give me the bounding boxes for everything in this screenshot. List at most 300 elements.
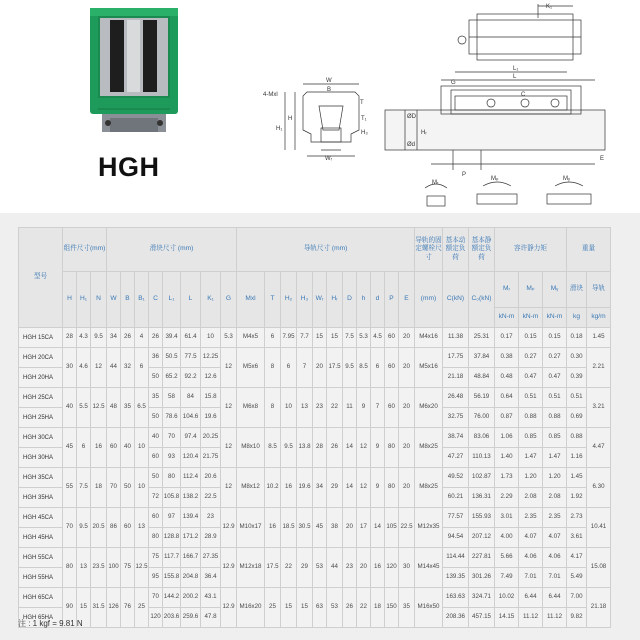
value-cell: 13.8 [297, 428, 313, 468]
value-cell: 1.16 [567, 448, 587, 468]
value-cell: 12 [91, 348, 107, 388]
value-cell: 15.08 [587, 548, 611, 588]
value-cell: 12.5 [135, 548, 149, 588]
value-cell: M14x45 [415, 548, 443, 588]
value-cell: 18 [371, 588, 385, 628]
header-col: Wᵣ [313, 272, 327, 328]
value-cell: 28.9 [201, 528, 221, 548]
value-cell: 12.9 [221, 588, 237, 628]
value-cell: 0.69 [567, 408, 587, 428]
header-col: N [91, 272, 107, 328]
value-cell: 12 [221, 388, 237, 428]
label-w: W [326, 78, 332, 84]
model-cell: HGH 65CA [19, 588, 63, 608]
value-cell: 80 [63, 548, 77, 588]
value-cell: 10.2 [265, 468, 281, 508]
value-cell: 22.5 [201, 488, 221, 508]
value-cell: 20 [399, 468, 415, 508]
value-cell: 10 [135, 428, 149, 468]
value-cell: 35 [121, 388, 135, 428]
value-cell: 31.5 [91, 588, 107, 628]
value-cell: 9 [371, 468, 385, 508]
value-cell: 20 [399, 388, 415, 428]
value-cell: 22 [327, 388, 343, 428]
value-cell: 0.47 [543, 368, 567, 388]
value-cell: 8 [265, 348, 281, 388]
value-cell: 13 [77, 548, 91, 588]
value-cell: 14.15 [495, 608, 519, 628]
value-cell: 90 [63, 588, 77, 628]
spec-table-panel [0, 213, 640, 640]
value-cell: 20.25 [201, 428, 221, 448]
value-cell: 200.2 [181, 588, 201, 608]
value-cell: 9 [357, 388, 371, 428]
value-cell: 14 [343, 468, 357, 508]
header-col: K₁ [201, 272, 221, 328]
value-cell: 0.51 [543, 388, 567, 408]
value-cell: 36 [149, 348, 163, 368]
label-g: G [451, 80, 456, 86]
value-cell: 56.19 [469, 388, 495, 408]
value-cell: 0.27 [543, 348, 567, 368]
value-cell: 23 [343, 548, 357, 588]
value-cell: 1.47 [543, 448, 567, 468]
value-cell: 23 [313, 388, 327, 428]
value-cell: 0.30 [567, 348, 587, 368]
value-cell: 20 [313, 348, 327, 388]
value-cell: 0.15 [543, 328, 567, 348]
value-cell: 83.06 [469, 428, 495, 448]
value-cell: 10 [201, 328, 221, 348]
header-col: L₁ [163, 272, 181, 328]
label-l: L [513, 74, 517, 80]
model-cell: HGH 55HA [19, 568, 63, 588]
value-cell: 17.5 [265, 548, 281, 588]
value-cell: 8 [265, 388, 281, 428]
header-col: d [371, 272, 385, 328]
value-cell: 14 [371, 508, 385, 548]
value-cell: 117.7 [163, 548, 181, 568]
value-cell: 203.6 [163, 608, 181, 628]
value-cell: 12.5 [91, 388, 107, 428]
value-cell: 136.31 [469, 488, 495, 508]
value-cell: 1.20 [519, 468, 543, 488]
value-cell: 1.40 [495, 448, 519, 468]
value-cell: 208.36 [443, 608, 469, 628]
value-cell: 11 [343, 388, 357, 428]
value-cell: 26 [149, 328, 163, 348]
header-rail: 导轨尺寸 (mm) [237, 228, 415, 272]
value-cell: 1.45 [567, 468, 587, 488]
header-moment: 容许静力矩 [495, 228, 567, 272]
value-cell: 53 [313, 548, 327, 588]
top-illustration-area [0, 0, 640, 212]
value-cell: 6 [371, 348, 385, 388]
value-cell: 30.5 [297, 508, 313, 548]
value-cell: 60.21 [443, 488, 469, 508]
header-col: Mxl [237, 272, 265, 328]
value-cell: 0.48 [495, 368, 519, 388]
label-mxl: 4-Mxl [263, 92, 278, 98]
value-cell: M16x50 [415, 588, 443, 628]
value-cell: 80 [163, 468, 181, 488]
value-cell: 47.27 [443, 448, 469, 468]
value-cell: 105.8 [163, 488, 181, 508]
value-cell: 48 [107, 388, 121, 428]
value-cell: 155.93 [469, 508, 495, 528]
header-unit: kN-m [519, 308, 543, 328]
model-cell: HGH 30CA [19, 428, 63, 448]
value-cell: 1.92 [567, 488, 587, 508]
header-col: Mᵣ [495, 272, 519, 308]
value-cell: 15 [327, 328, 343, 348]
value-cell: M10x17 [237, 508, 265, 548]
value-cell: 3.01 [495, 508, 519, 528]
value-cell: 0.85 [543, 428, 567, 448]
value-cell: 58 [163, 388, 181, 408]
value-cell: 61.4 [181, 328, 201, 348]
header-row-symbols [19, 272, 611, 308]
header-col: L [181, 272, 201, 328]
value-cell: 1.45 [587, 328, 611, 348]
label-h1: H₁ [276, 126, 283, 132]
header-col: E [399, 272, 415, 328]
value-cell: 78.6 [163, 408, 181, 428]
model-cell: HGH 20CA [19, 348, 63, 368]
value-cell: 5.5 [77, 388, 91, 428]
header-col: C₀(kN) [469, 272, 495, 328]
value-cell: 72 [149, 488, 163, 508]
model-cell: HGH 35CA [19, 468, 63, 488]
value-cell: 50 [149, 408, 163, 428]
value-cell: 12.6 [201, 368, 221, 388]
value-cell: 75 [121, 548, 135, 588]
value-cell: 227.81 [469, 548, 495, 568]
value-cell: 97.4 [181, 428, 201, 448]
value-cell: 12.9 [221, 548, 237, 588]
label-dd: Ød [407, 142, 416, 148]
header-col: 滑块 [567, 272, 587, 308]
value-cell: 0.38 [495, 348, 519, 368]
value-cell: 163.63 [443, 588, 469, 608]
header-col: C(kN) [443, 272, 469, 328]
value-cell: 26.48 [443, 388, 469, 408]
value-cell: 6 [265, 328, 281, 348]
value-cell: 2.29 [495, 488, 519, 508]
header-unit: kg [567, 308, 587, 328]
value-cell: 17.75 [443, 348, 469, 368]
linear-guide-block-photo [88, 6, 180, 134]
value-cell: 0.15 [519, 328, 543, 348]
value-cell: 12 [221, 348, 237, 388]
value-cell: 0.17 [495, 328, 519, 348]
value-cell: 0.88 [567, 428, 587, 448]
value-cell: 4.00 [495, 528, 519, 548]
value-cell: M6x20 [415, 388, 443, 428]
value-cell: 4.5 [371, 328, 385, 348]
value-cell: 4.6 [77, 348, 91, 388]
label-d: ØD [407, 114, 416, 120]
label-p: P [462, 172, 467, 178]
value-cell: 7.00 [567, 588, 587, 608]
label-b: B [327, 87, 332, 93]
value-cell: 171.2 [181, 528, 201, 548]
value-cell: 1.06 [495, 428, 519, 448]
value-cell: 4.3 [77, 328, 91, 348]
value-cell: 29 [297, 548, 313, 588]
value-cell: 1.20 [543, 468, 567, 488]
value-cell: 22 [357, 588, 371, 628]
value-cell: 7.7 [297, 328, 313, 348]
header-row-groups [19, 228, 611, 272]
value-cell: 35 [399, 588, 415, 628]
value-cell: 84 [181, 388, 201, 408]
value-cell: 49.52 [443, 468, 469, 488]
value-cell: 15 [297, 588, 313, 628]
value-cell: 95 [149, 568, 163, 588]
value-cell: 11.38 [443, 328, 469, 348]
header-col: H₂ [281, 272, 297, 328]
header-unit: kN-m [543, 308, 567, 328]
value-cell: 17 [357, 508, 371, 548]
value-cell: 34 [107, 328, 121, 348]
table-row [19, 388, 611, 408]
value-cell: 2.21 [587, 348, 611, 388]
value-cell: 36.4 [201, 568, 221, 588]
unit-note: 注 : 1 kgf = 9.81 N [18, 619, 83, 628]
value-cell: 7.5 [77, 468, 91, 508]
value-cell: 2.08 [543, 488, 567, 508]
value-cell: M4x5 [237, 328, 265, 348]
value-cell: 0.27 [519, 348, 543, 368]
spec-table [18, 227, 611, 628]
model-cell: HGH 30HA [19, 448, 63, 468]
value-cell: 97 [163, 508, 181, 528]
label-h3: H₃ [361, 130, 368, 136]
value-cell: 55 [63, 468, 77, 508]
table-row [19, 348, 611, 368]
value-cell: 11.12 [543, 608, 567, 628]
value-cell: 0.87 [495, 408, 519, 428]
value-cell: 21.18 [587, 588, 611, 628]
value-cell: 23.5 [91, 548, 107, 588]
header-col: T [265, 272, 281, 328]
value-cell: 16 [281, 468, 297, 508]
value-cell: M8x10 [237, 428, 265, 468]
value-cell: 4.06 [543, 548, 567, 568]
header-col: W [107, 272, 121, 328]
label-mr: Mᵣ [432, 180, 439, 186]
value-cell: 7.01 [519, 568, 543, 588]
model-cell: HGH 35HA [19, 488, 63, 508]
value-cell: 126 [107, 588, 121, 628]
label-my: Mᵧ [563, 176, 570, 182]
value-cell: 38 [327, 508, 343, 548]
value-cell: 60 [385, 328, 399, 348]
value-cell: 22 [281, 548, 297, 588]
value-cell: 19.6 [297, 468, 313, 508]
value-cell: 20 [343, 508, 357, 548]
model-cell: HGH 15CA [19, 328, 63, 348]
value-cell: 259.6 [181, 608, 201, 628]
value-cell: 20 [399, 348, 415, 388]
value-cell: 32 [121, 348, 135, 388]
value-cell: 15.8 [201, 388, 221, 408]
value-cell: 50 [149, 468, 163, 488]
header-block: 滑块尺寸 (mm) [107, 228, 237, 272]
label-hr: Hᵣ [421, 130, 427, 136]
value-cell: 6 [135, 348, 149, 388]
value-cell: 23 [201, 508, 221, 528]
value-cell: 20 [399, 328, 415, 348]
value-cell: 139.4 [181, 508, 201, 528]
value-cell: 26 [121, 328, 135, 348]
header-col: 导轨 [587, 272, 611, 308]
value-cell: 60 [121, 508, 135, 548]
value-cell: 20 [357, 548, 371, 588]
value-cell: 10 [135, 468, 149, 508]
value-cell: 104.6 [181, 408, 201, 428]
value-cell: 11.12 [519, 608, 543, 628]
header-dynamic-load: 基本动额定负荷 [443, 228, 469, 272]
label-k1: K₁ [546, 4, 553, 10]
header-col: D [343, 272, 357, 328]
value-cell: 3.21 [587, 388, 611, 428]
value-cell: 32.75 [443, 408, 469, 428]
value-cell: 13 [135, 508, 149, 548]
value-cell: 86 [107, 508, 121, 548]
value-cell: 144.2 [163, 588, 181, 608]
technical-drawing [255, 0, 640, 212]
header-col: Mᵧ [543, 272, 567, 308]
value-cell: 60 [149, 448, 163, 468]
value-cell: 50 [121, 468, 135, 508]
value-cell: 40 [149, 428, 163, 448]
value-cell: 28 [313, 428, 327, 468]
header-unit: kN-m [495, 308, 519, 328]
value-cell: 37.84 [469, 348, 495, 368]
value-cell: 457.15 [469, 608, 495, 628]
value-cell: M12x35 [415, 508, 443, 548]
label-l1: L₁ [513, 66, 519, 72]
header-assembly: 组件尺寸(mm) [63, 228, 107, 272]
value-cell: 16 [91, 428, 107, 468]
value-cell: 60 [385, 348, 399, 388]
value-cell: 2.35 [543, 508, 567, 528]
product-title: HGH [98, 152, 160, 182]
value-cell: 6.30 [587, 468, 611, 508]
value-cell: 110.13 [469, 448, 495, 468]
value-cell: 70 [63, 508, 77, 548]
value-cell: 0.64 [495, 388, 519, 408]
label-c: C [521, 92, 526, 98]
value-cell: 15 [77, 588, 91, 628]
header-col: Mₚ [519, 272, 543, 308]
value-cell: 12 [221, 428, 237, 468]
value-cell: 0.51 [567, 388, 587, 408]
value-cell: 12 [221, 468, 237, 508]
value-cell: 25 [135, 588, 149, 628]
value-cell: 44 [327, 548, 343, 588]
value-cell: 13 [297, 388, 313, 428]
value-cell: 6 [281, 348, 297, 388]
value-cell: 19.6 [201, 408, 221, 428]
value-cell: 20.6 [201, 468, 221, 488]
value-cell: 76.00 [469, 408, 495, 428]
value-cell: 50 [149, 368, 163, 388]
value-cell: 0.51 [519, 388, 543, 408]
value-cell: 25.31 [469, 328, 495, 348]
value-cell: 1.47 [519, 448, 543, 468]
value-cell: 93 [163, 448, 181, 468]
model-cell: HGH 55CA [19, 548, 63, 568]
table-row [19, 428, 611, 448]
header-col: G [221, 272, 237, 328]
value-cell: 324.71 [469, 588, 495, 608]
value-cell: 7.5 [343, 328, 357, 348]
spec-table-body [19, 328, 611, 628]
value-cell: 2.08 [519, 488, 543, 508]
value-cell: 7.49 [495, 568, 519, 588]
header-col: C [149, 272, 163, 328]
value-cell: 50.5 [163, 348, 181, 368]
value-cell: 120 [149, 608, 163, 628]
value-cell: 44 [107, 348, 121, 388]
value-cell: 6.5 [135, 388, 149, 428]
value-cell: 102.87 [469, 468, 495, 488]
header-unit: kg/m [587, 308, 611, 328]
value-cell: 139.35 [443, 568, 469, 588]
value-cell: 4.17 [567, 548, 587, 568]
header-col: H [63, 272, 77, 328]
value-cell: 9.5 [281, 428, 297, 468]
value-cell: M5x16 [415, 348, 443, 388]
label-mp: Mₚ [491, 176, 499, 182]
value-cell: 40 [121, 428, 135, 468]
value-cell: 26 [327, 428, 343, 468]
table-row [19, 328, 611, 348]
table-row [19, 588, 611, 608]
value-cell: 16 [371, 548, 385, 588]
value-cell: 14 [343, 428, 357, 468]
header-model: 型号 [19, 228, 63, 328]
value-cell: 21.18 [443, 368, 469, 388]
value-cell: M16x20 [237, 588, 265, 628]
value-cell: 2.35 [519, 508, 543, 528]
value-cell: 138.2 [181, 488, 201, 508]
value-cell: 0.47 [519, 368, 543, 388]
value-cell: 60 [149, 508, 163, 528]
value-cell: 35 [149, 388, 163, 408]
value-cell: 9.5 [77, 508, 91, 548]
value-cell: 76 [121, 588, 135, 628]
value-cell: 53 [327, 588, 343, 628]
value-cell: 1.73 [495, 468, 519, 488]
value-cell: 26 [343, 588, 357, 628]
table-row [19, 548, 611, 568]
value-cell: 112.4 [181, 468, 201, 488]
value-cell: 0.88 [519, 408, 543, 428]
value-cell: M8x12 [237, 468, 265, 508]
value-cell: 48.84 [469, 368, 495, 388]
value-cell: 6 [77, 428, 91, 468]
model-cell: HGH 25CA [19, 388, 63, 408]
value-cell: 70 [107, 468, 121, 508]
value-cell: 5.49 [567, 568, 587, 588]
value-cell: 4.47 [587, 428, 611, 468]
value-cell: 9.82 [567, 608, 587, 628]
header-col: h [357, 272, 371, 328]
